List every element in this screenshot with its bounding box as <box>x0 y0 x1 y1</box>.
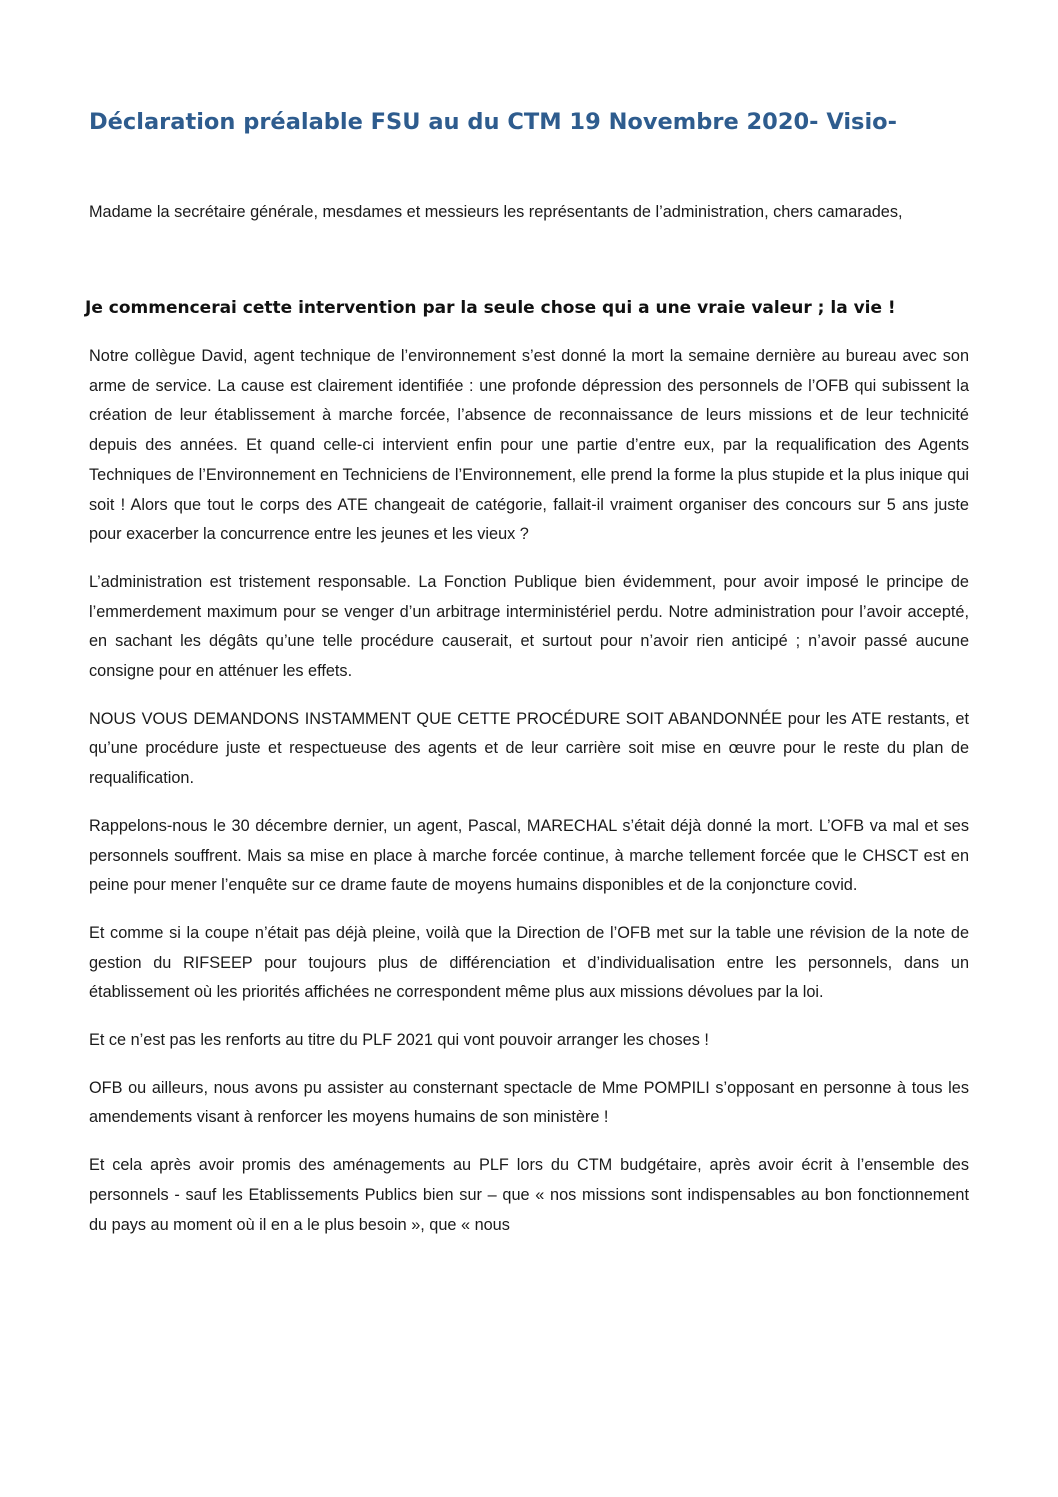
paragraph-1: Notre collègue David, agent technique de l’environnement s’est donné la mort la semaine dernière au bureau avec son arme de service. La cause est clairement identifiée : une profonde dépression des personnels de l’OFB qui subissent la création de leur établissement à marche forcée, l’absence de reconnaissance de leurs missions et de leur technicité depuis des années. Et quand celle-ci intervient enfin pour une partie d’entre eux, par la requalification des Agents Techniques de l’Environnement en Techniciens de l’Environnement, elle prend la forme la plus stupide et la plus inique qui soit ! Alors que tout le corps des ATE changeait de catégorie, fallait-il vraiment organiser des concours sur 5 ans juste pour exacerber la concurrence entre les jeunes et les vieux ? <box>89 347 969 544</box>
paragraph-7: OFB ou ailleurs, nous avons pu assister au consternant spectacle de Mme POMPILI s’opposant en personne à tous les amendements visant à renforcer les moyens humains de son ministère ! <box>89 1078 969 1127</box>
document-content <box>85 105 969 1240</box>
paragraph-6: Et ce n’est pas les renforts au titre du PLF 2021 qui vont pouvoir arranger les choses ! <box>89 1031 709 1050</box>
paragraph-2: L’administration est tristement responsable. La Fonction Publique bien évidemment, pour avoir imposé le principe de l’emmerdement maximum pour se venger d’un arbitrage interministériel perdu. Notre administration pour l’avoir accepté, en sachant les dégâts qu’une telle procédure causerait, et surtout pour n’avoir rien anticipé ; n’avoir passé aucune consigne pour en atténuer les effets. <box>89 572 969 681</box>
paragraph-8: Et cela après avoir promis des aménagements au PLF lors du CTM budgétaire, après avoir écrit à l’ensemble des personnels - sauf les Etablissements Publics bien sur – que « nos missions sont indispensables au bon fonctionnement du pays au moment où il en a le plus besoin », que « nous <box>89 1156 969 1234</box>
intro-heading: Je commencerai cette intervention par la seule chose qui a une vraie valeur ; la vie ! <box>85 298 896 318</box>
paragraph-3: NOUS VOUS DEMANDONS INSTAMMENT QUE CETTE PROCÉDURE SOIT ABANDONNÉE pour les ATE restants, et qu’une procédure juste et respectueuse des agents et de leur carrière soit mise en œuvre pour le reste du plan de requalification. <box>89 709 969 788</box>
paragraph-4: Rappelons-nous le 30 décembre dernier, un agent, Pascal, MARECHAL s’était déjà donné la mort. L’OFB va mal et ses personnels souffrent. Mais sa mise en place à marche forcée continue, à marche tellement forcée que le CHSCT est en peine pour mener l’enquête sur ce drame faute de moyens humains disponibles et de la conjoncture covid. <box>89 816 969 895</box>
document-title: Déclaration préalable FSU au du CTM 19 Novembre 2020- Visio- <box>89 109 897 135</box>
paragraph-5: Et comme si la coupe n’était pas déjà pleine, voilà que la Direction de l’OFB met sur la table une révision de la note de gestion du RIFSEEP pour toujours plus de différenciation et d’individualisation entre les personnels, dans un établissement où les priorités affichées ne correspondent même plus aux missions dévolues par la loi. <box>89 923 969 1002</box>
salutation: Madame la secrétaire générale, mesdames et messieurs les représentants de l’administration, chers camarades, <box>89 203 903 221</box>
